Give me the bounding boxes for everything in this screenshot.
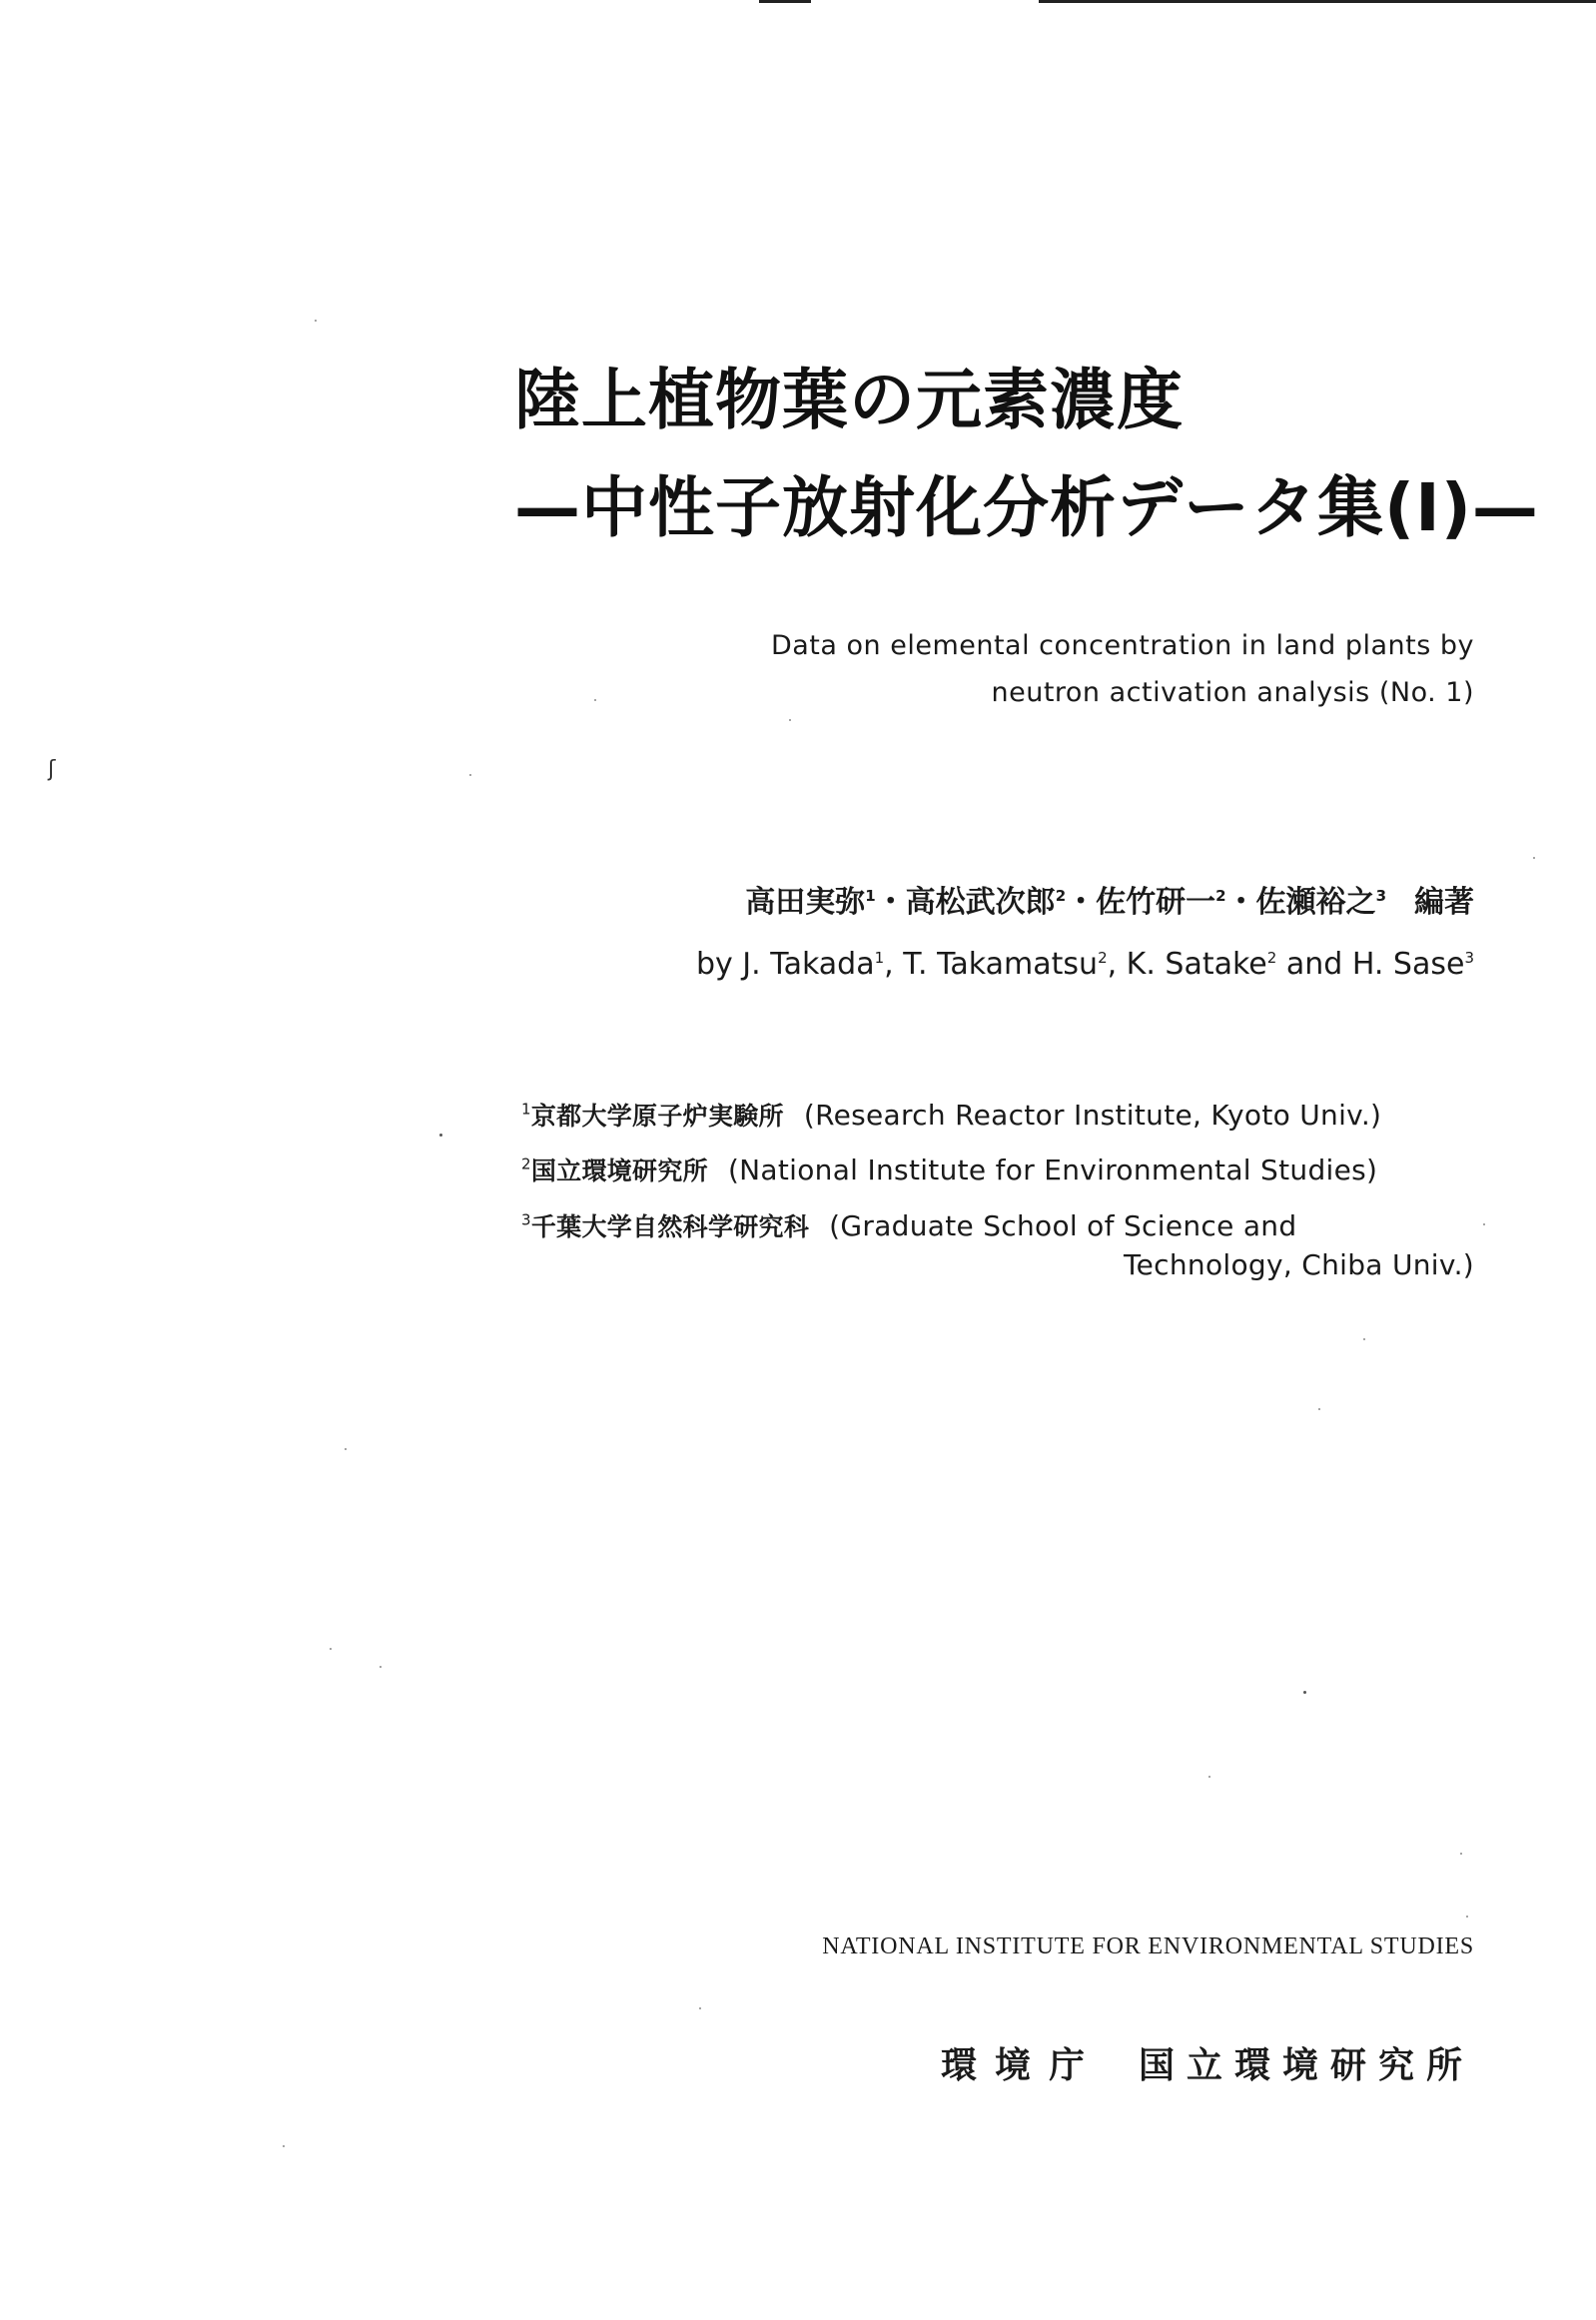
affiliation-1-ja: 京都大学原子炉実験所	[530, 1102, 784, 1131]
scan-speck	[1208, 1776, 1210, 1778]
author-en-2-sup: 2	[1098, 949, 1108, 967]
top-rule-left	[759, 0, 811, 3]
scan-speck	[330, 1648, 332, 1650]
top-rule-right	[1039, 0, 1596, 3]
affiliation-3	[521, 1207, 1296, 1243]
affiliation-3-ja: 千葉大学自然科学研究科	[530, 1212, 810, 1241]
scan-speck	[380, 1666, 382, 1668]
scan-speck	[1318, 1408, 1320, 1410]
author-en-1-sup: 1	[874, 949, 885, 967]
scan-speck	[345, 1448, 347, 1450]
affiliation-2-en: (National Institute for Environmental Studies)	[727, 1154, 1378, 1186]
scan-speck	[439, 1134, 442, 1137]
author-ja-1-sup: 1	[865, 887, 876, 905]
author-ja-3-sup: 2	[1215, 887, 1226, 905]
scan-speck	[469, 774, 471, 776]
editors-label: 編著	[1414, 885, 1474, 920]
authors-ja	[745, 877, 1474, 921]
author-ja-4-sup: 3	[1375, 887, 1386, 905]
authors-en	[696, 947, 1474, 982]
scan-speck	[283, 2145, 285, 2147]
author-en-3-sup: 2	[1266, 949, 1277, 967]
author-en-2: , T. Takamatsu	[884, 947, 1099, 982]
publisher-ja	[941, 2037, 1474, 2088]
scan-speck	[699, 2007, 701, 2009]
title-ja-line1: 陸上植物葉の元素濃度	[514, 362, 1184, 438]
affiliation-2-ja: 国立環境研究所	[530, 1157, 708, 1185]
affiliation-3-num: 3	[521, 1210, 531, 1229]
scan-speck	[1466, 1916, 1468, 1918]
scan-speck	[789, 719, 791, 721]
affiliation-3-en-cont: Technology, Chiba Univ.)	[1124, 1248, 1474, 1281]
author-ja-4: ・佐瀬裕之	[1225, 885, 1376, 920]
affiliation-1-en: (Research Reactor Institute, Kyoto Univ.)	[803, 1099, 1382, 1132]
author-en-1: by J. Takada	[695, 947, 875, 982]
author-ja-2-sup: 2	[1055, 887, 1067, 905]
affiliation-2-num: 2	[521, 1155, 531, 1173]
author-en-4: and H. Sase	[1276, 947, 1465, 982]
affiliation-1-num: 1	[521, 1100, 531, 1119]
author-en-4-sup: 3	[1464, 949, 1474, 967]
affiliation-3-en: (Graduate School of Science and	[829, 1209, 1297, 1242]
author-ja-1: 高田実弥	[745, 885, 866, 920]
author-ja-2: ・高松武次郎	[875, 885, 1056, 920]
scan-speck	[1533, 857, 1535, 859]
subtitle-en-line2: neutron activation analysis (No. 1)	[991, 677, 1474, 708]
subtitle-en-line1: Data on elemental concentration in land plants by	[770, 630, 1474, 661]
publisher-ja-institute: 国立環境研究所	[1138, 2045, 1474, 2086]
scan-speck	[315, 320, 317, 322]
author-ja-3: ・佐竹研一	[1066, 885, 1216, 920]
scan-speck	[1303, 1691, 1306, 1694]
scan-speck	[1483, 1223, 1485, 1225]
author-en-3: , K. Satake	[1107, 947, 1267, 982]
scan-speck	[594, 699, 596, 701]
margin-mark: ʃ	[48, 757, 56, 782]
affiliation-1	[521, 1097, 1381, 1133]
affiliation-2	[521, 1152, 1377, 1187]
scan-speck	[1460, 1853, 1462, 1855]
publisher-ja-agency: 環境庁	[940, 2045, 1103, 2086]
publisher-en: NATIONAL INSTITUTE FOR ENVIRONMENTAL STUDIES	[822, 1933, 1474, 1959]
title-ja-line2: —中性子放射化分析データ集(I)—	[514, 469, 1539, 546]
scan-speck	[1363, 1338, 1365, 1340]
